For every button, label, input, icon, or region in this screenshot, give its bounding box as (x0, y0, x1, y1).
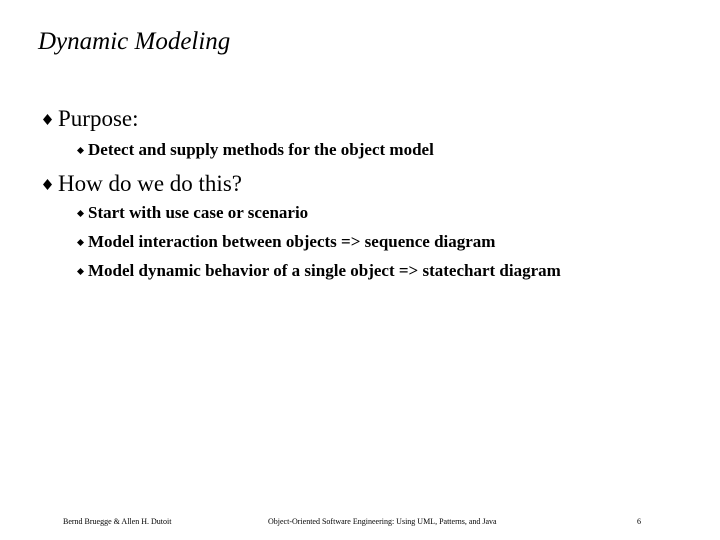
small-diamond-bullet-icon (72, 147, 88, 154)
sub-bullet-text: Model dynamic behavior of a single object => statechart diagram (88, 261, 561, 280)
bullet-item (36, 106, 139, 132)
bullet-text: How do we do this? (58, 171, 242, 196)
sub-bullet-item (72, 261, 561, 281)
small-diamond-bullet-icon (72, 210, 88, 217)
sub-bullet-item (72, 140, 434, 160)
bullet-item (36, 171, 242, 197)
diamond-bullet-icon (36, 114, 58, 125)
slide-title: Dynamic Modeling (38, 28, 231, 55)
sub-bullet-item (72, 232, 495, 252)
small-diamond-bullet-icon (72, 239, 88, 246)
footer-authors: Bernd Bruegge & Allen H. Dutoit (63, 517, 172, 526)
footer-book-title: Object-Oriented Software Engineering: Using UML, Patterns, and Java (268, 517, 497, 526)
footer-page-number: 6 (637, 517, 641, 526)
bullet-text: Purpose: (58, 106, 139, 131)
sub-bullet-text: Start with use case or scenario (88, 203, 309, 222)
small-diamond-bullet-icon (72, 268, 88, 275)
sub-bullet-text: Detect and supply methods for the object model (88, 140, 434, 159)
sub-bullet-text: Model interaction between objects => sequence diagram (88, 232, 496, 251)
diamond-bullet-icon (36, 179, 58, 190)
sub-bullet-item (72, 203, 308, 223)
